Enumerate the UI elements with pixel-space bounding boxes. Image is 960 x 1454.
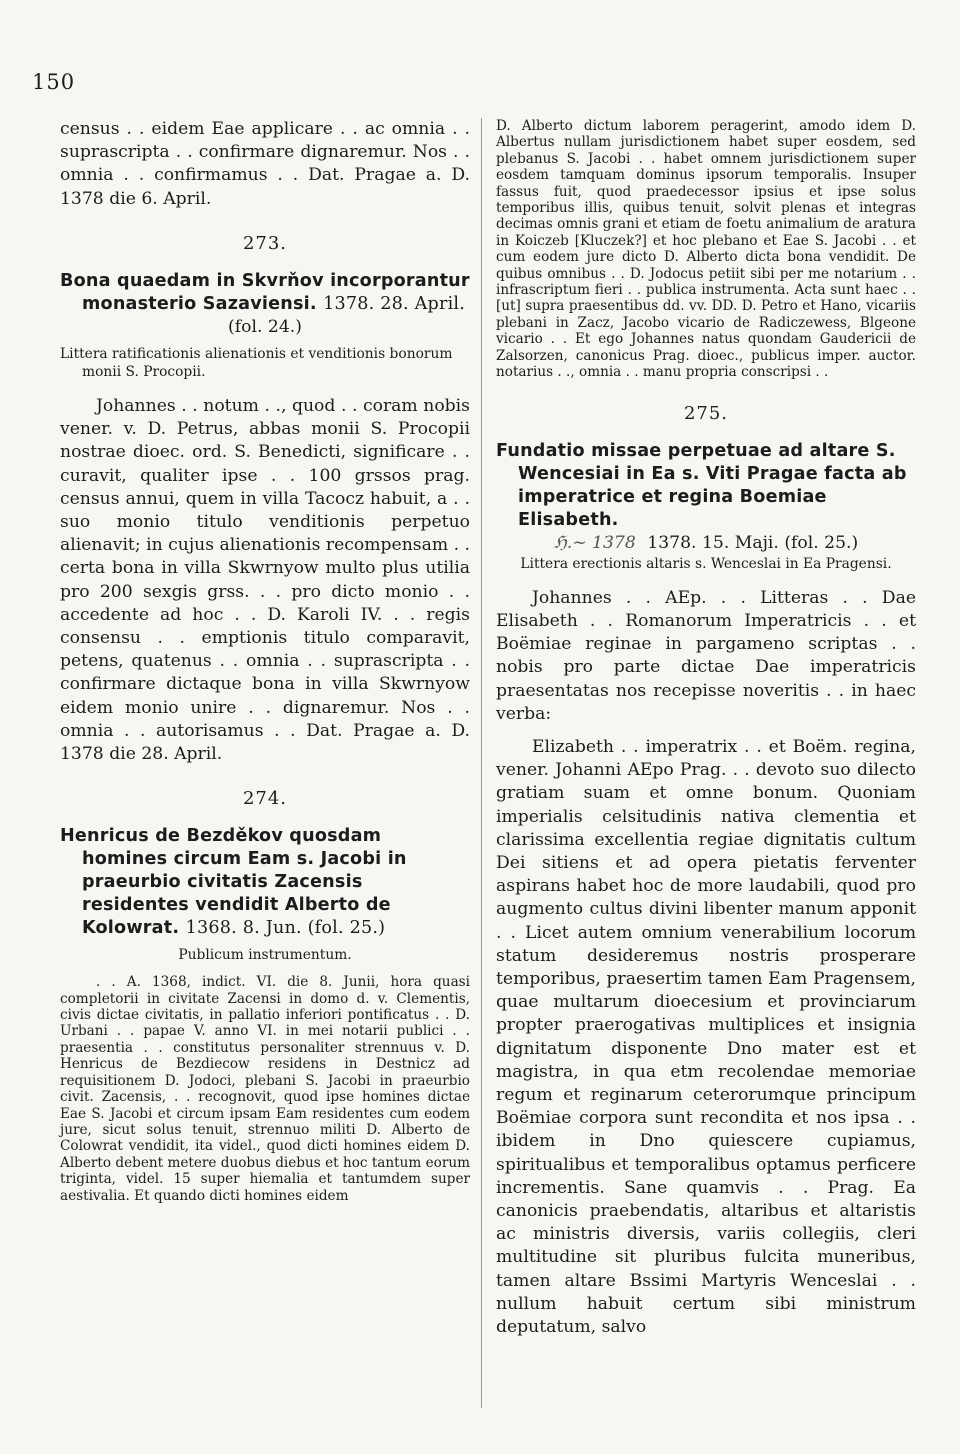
document-number: 274.	[242, 788, 288, 810]
page-number: 150	[32, 70, 76, 94]
document-intro: Johannes . . AEp. . . Litteras . . Dae Elisabeth . . Romanorum Imperatricis . . et Boëmiae reginae in pargameno scriptas . . nobis pro parte dictae Dae imperatricis praesentatas nos recepisse noveritis . . in haec verba:	[496, 587, 916, 724]
heading-date: 1378. 28. April.	[323, 293, 466, 314]
date-text: 1378. 15. Maji. (fol. 25.)	[647, 532, 859, 553]
document-body: Elizabeth . . imperatrix . . et Boëm. regina, vener. Johanni AEpo Prag. . . devoto suo dilecto gratiam suam et omne bonum. Quoniam imperialis celsitudinis nativa clementia et clarissima excellentia regiae dignitatis cultum Dei sitiens et ad opera pietatis ferventer aspirans habet hoc de more laudabili, quod pro augmento cultus divini libenter manum apponit . . Licet autem omnium venerabilium locorum statum desideremus nostris prosperare temporibus, praesertim tamen Eam Pragensem, quae multarum dioecesium et provinciarum propter praerogativas multiplices et insignia dignitatum disponente Dno mater est et magistra, in qua etm recolendae memoriae regum et reginarum ceterorumque principum Boëmiae corpora sunt recondita et nos ipsa . . ibidem in Dno quiescere cupiamus, spiritualibus et temporalibus optamus perficere incrementis. Sane quamvis . . Prag. Ea canonicis praebendatis, altaribus et altaristis ac ministris diversis, variis collegiis, cleri multitudine sit pluribus fulcita muneribus, tamen altare Bssimi Martyris Wenceslai . . nullum habuit certum sibi ministrum deputatum, salvo	[496, 736, 916, 1337]
document-number: 273.	[242, 232, 288, 254]
heading-date	[496, 532, 916, 555]
document-body: Johannes . . notum . ., quod . . coram nobis vener. v. D. Petrus, abbas monii S. Procopii nostrae dioec. ord. S. Benedicti, significare . . curavit, qualiter ipse . . 100 grssos prag. census annui, quem in villa Tacocz habuit, a . . suo monio titulo venditionis perpetuo alienavit; in cujus alienationis recompensam . . certa bona in villa Skwrnyow multo plus utilia pro 200 sexgis grss. . . pro dicto monio . . accedente ad hoc . . D. Karoli IV. . . regis consensu . . emptionis titulo comparavit, petens, quatenus . . omnia . . suprascripta . . confirmare dictaque bona in villa Skwrnyow eidem monio unire . . dignaremur. Nos . . omnia . . autorisamus . . Dat. Pragae a. D. 1378 die 28. April.	[60, 396, 470, 765]
heading-text: Bona quaedam in Skvrňov incorporantur monasterio Sazaviensi.	[60, 270, 470, 314]
folio-reference: (fol. 24.)	[228, 316, 302, 337]
paragraph: census . . eidem Eae applicare . . ac omnia . . suprascripta . . confirmare dignaremur. Nos . . omnia . . confirmamus . . Dat. Pragae a. D. 1378 die 6. April.	[60, 119, 470, 209]
heading-date: 1368. 8. Jun. (fol. 25.)	[185, 918, 386, 939]
document-note: Littera erectionis altaris s. Wenceslai in Ea Pragensi.	[520, 555, 892, 572]
left-column	[60, 118, 470, 1204]
heading-text: Henricus de Bezděkov quosdam homines circum Eam s. Jacobi in praeurbio civitatis Zacensis residentes vendidit Alberto de Kolowrat.	[60, 826, 407, 939]
document-heading: Fundatio missae perpetuae ad altare S. Wencesiai in Ea s. Viti Pragae facta ab imperatrice et regina Boemiae Elisabeth.	[496, 440, 907, 530]
document-heading	[60, 825, 470, 940]
document-heading	[60, 270, 470, 316]
document-note: Publicum instrumentum.	[178, 947, 352, 964]
margin-annotation: ℌ.~ 1378	[553, 532, 636, 553]
document-body: . . A. 1368, indict. VI. die 8. Junii, hora quasi completorii in civitate Zacensi in domo d. v. Clementis, civis dictae civitatis, in pallatio inferiori pontificatus . . D. Urbani . . papae V. anno VI. in mei notarii publici . . praesentia . . constitutus personaliter strennuus v. D. Henricus de Bezdiecow residens in Destnicz ad requisitionem D. Jodoci, plebani S. Jacobi in praeurbio civit. Zacensis, . . recognovit, quod ipse homines dictae Eae S. Jacobi et circum ipsam Eam residentes cum eodem jure, sicut solus tenuit, strennuo militi D. Alberto de Colowrat vendidit, ita videl., quod dicti homines eidem D. Alberto debent metere duobus diebus et hoc tantum eorum triginta, videl. 15 super hiemalia et tantumdem super aestivalia. Et quando dicti homines eidem	[60, 974, 470, 1204]
paragraph: D. Alberto dictum laborem peragerint, amodo idem D. Albertus nullam jurisdictionem habet super eosdem, sed plebanus S. Jacobi . . habet omnem jurisdictionem super eosdem tamquam dominus ipsorum temporalis. Insuper fassus fuit, quod praedecessor ipsius et ipse solus temporibus illis, quibus tenuit, solvit plenas et integras decimas omnis grani et etiam de foetu animalium de aratura in Koiczeb [Kluczek?] et hoc plebano et Eae S. Jacobi . . et cum eodem jure dicto D. Alberto dicta bona vendidit. De quibus omnibus . . D. Jodocus petiit sibi per me notarium . . infrascriptum fieri . . publica instrumenta. Acta sunt haec . . [ut] supra praesentibus dd. vv. DD. D. Petro et Hano, vicariis plebani in Zacz, Jacobo vicario de Radiczewess, Blgeone vicario . . Et ego Johannes natus quondam Gaudericii de Zalsorzen, canonicus Prag. dioec., publicus imper. auctor. notarius . ., omnia . . manu propria conscripsi . .	[496, 118, 916, 381]
right-column	[496, 118, 916, 1339]
document-number: 275.	[683, 402, 729, 424]
document-note: Littera ratificationis alienationis et venditionis bonorum monii S. Procopii.	[60, 346, 453, 381]
column-divider	[481, 118, 482, 1408]
